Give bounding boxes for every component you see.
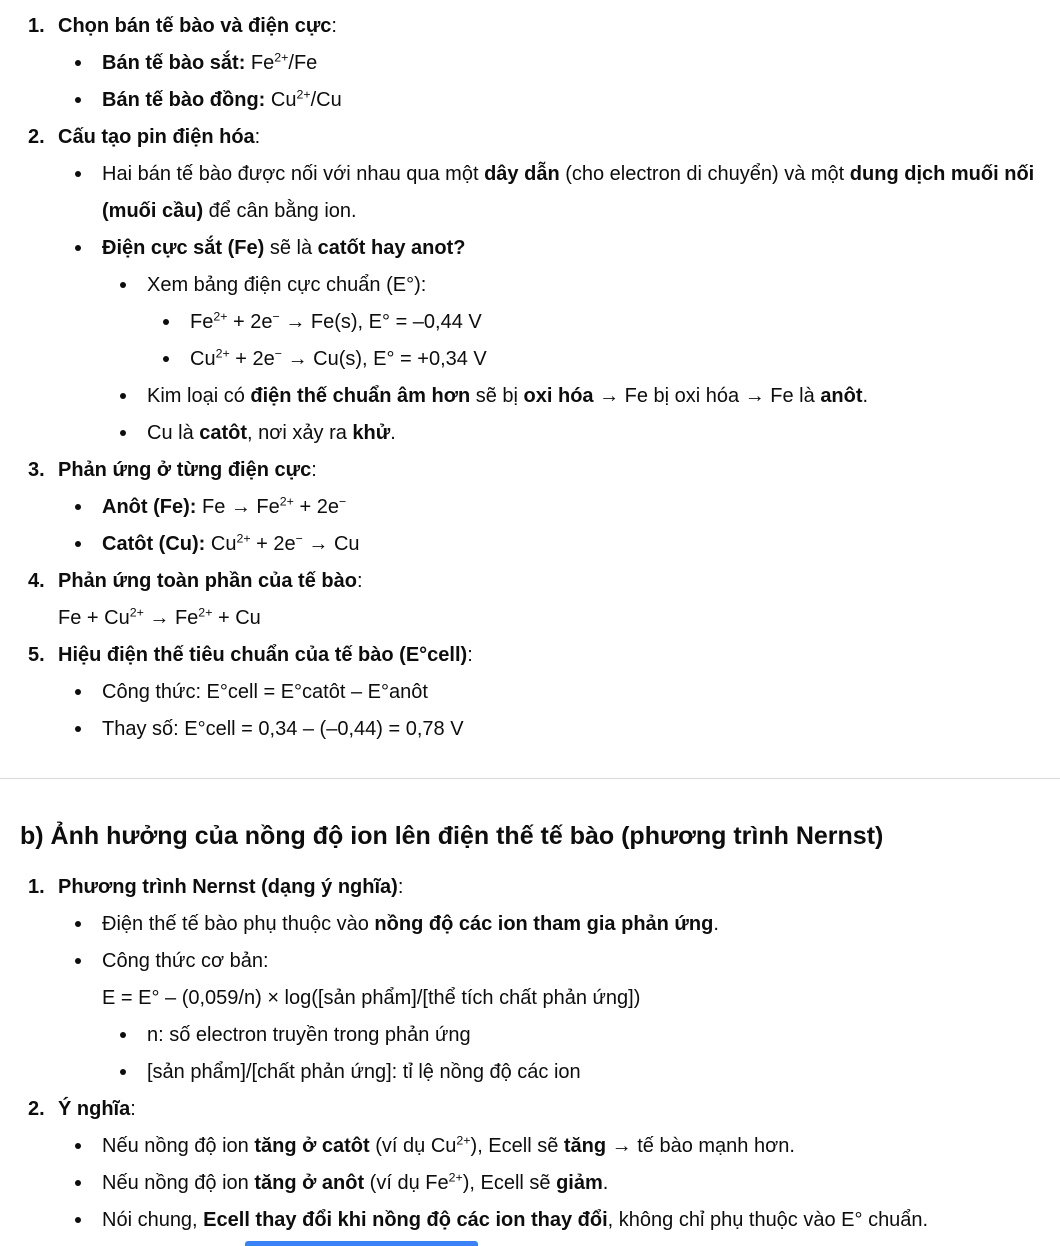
bullet-icon: [75, 45, 102, 66]
item-number: 3.: [28, 459, 45, 481]
list-item: [0, 156, 1060, 230]
text-run: anôt: [820, 385, 863, 407]
list-item: [0, 304, 1060, 341]
text-run: + 2e: [250, 533, 296, 555]
text-content: [102, 156, 1060, 230]
text-run: + Cu: [212, 607, 261, 629]
text-run: Cu: [205, 533, 237, 555]
text-run: điện thế chuẩn âm hơn: [250, 385, 471, 407]
paragraph: [0, 980, 1060, 1017]
list-item: [0, 415, 1060, 452]
text-run: 2+: [129, 605, 144, 620]
paragraph: [0, 600, 1060, 637]
text-run: + 2e: [293, 496, 339, 518]
text-content: [102, 45, 1060, 82]
text-run: Phương trình Nernst (dạng ý nghĩa): [58, 876, 398, 898]
text-run: nồng độ các ion tham gia phản ứng: [374, 913, 714, 935]
text-run: → tế bào mạnh hơn.: [606, 1135, 795, 1157]
text-run: , không chỉ phụ thuộc vào E° chuẩn.: [607, 1209, 929, 1231]
text-run: .: [862, 385, 869, 407]
text-run: Công thức: E°cell = E°catôt – E°anôt: [102, 681, 428, 703]
text-run: oxi hóa: [523, 385, 594, 407]
list-item: [0, 1017, 1060, 1054]
list-item: [0, 1128, 1060, 1165]
bullet-icon: [120, 1054, 147, 1075]
item-number: 1.: [28, 876, 45, 898]
bullet-icon: [75, 156, 102, 177]
text-run: −: [338, 494, 347, 509]
text-run: Catôt (Cu):: [102, 533, 206, 555]
bullet-dot: [75, 689, 81, 695]
text-run: 2+: [213, 309, 228, 324]
bullet-icon: [120, 415, 147, 436]
bullet-icon: [163, 341, 190, 362]
list-item: [0, 119, 1060, 156]
text-run: 2+: [279, 494, 294, 509]
text-run: khử: [352, 422, 391, 444]
bullet-icon: [120, 378, 147, 399]
bullet-icon: [75, 82, 102, 103]
text-run: Thay số: E°cell = 0,34 – (–0,44) = 0,78 V: [102, 718, 464, 740]
list-item: [0, 8, 1060, 45]
bullet-icon: [120, 267, 147, 288]
text-run: Fe: [190, 311, 214, 333]
text-content: [147, 1017, 1060, 1054]
list-item: [0, 1165, 1060, 1202]
text-content: [147, 1054, 1060, 1091]
text-run: dung dịch muối nối (muối cầu): [102, 163, 1035, 222]
text-content: [58, 600, 1060, 637]
text-run: sẽ là: [264, 237, 318, 259]
text-content: [102, 489, 1060, 526]
bullet-dot: [75, 60, 81, 66]
text-run: :: [467, 644, 473, 666]
text-run: Cu: [265, 89, 297, 111]
bullet-icon: [75, 711, 102, 732]
bullet-dot: [120, 393, 126, 399]
text-content: [58, 119, 1060, 156]
item-number: 1.: [28, 15, 45, 37]
text-run: Fe: [245, 52, 275, 74]
section-divider: [0, 778, 1060, 779]
text-run: .: [602, 1172, 609, 1194]
bullet-dot: [75, 921, 81, 927]
text-run: [sản phẩm]/[chất phản ứng]: tỉ lệ nồng độ các ion: [147, 1061, 581, 1083]
text-content: [58, 637, 1060, 674]
text-run: Bán tế bào sắt:: [102, 52, 246, 74]
text-run: + 2e: [227, 311, 273, 333]
bullet-dot: [120, 1069, 126, 1075]
bullet-dot: [75, 958, 81, 964]
bullet-dot: [120, 1032, 126, 1038]
text-run: → Cu: [302, 533, 360, 555]
bullet-dot: [75, 1217, 81, 1223]
text-run: 2+: [456, 1133, 471, 1148]
text-run: 2+: [448, 1170, 463, 1185]
text-run: :: [397, 876, 404, 898]
text-content: [58, 869, 1060, 906]
bullet-dot: [75, 245, 81, 251]
list-item: [0, 230, 1060, 267]
bullet-icon: [163, 304, 190, 325]
bullet-dot: [75, 504, 81, 510]
text-content: [58, 563, 1060, 600]
text-run: Cấu tạo pin điện hóa: [58, 126, 255, 148]
bullet-icon: [75, 906, 102, 927]
text-run: ), Ecell sẽ: [470, 1135, 564, 1157]
text-run: + 2e: [229, 348, 275, 370]
text-content: [102, 1165, 1060, 1202]
text-content: [102, 943, 1060, 980]
text-content: [102, 526, 1060, 563]
bullet-icon: [75, 943, 102, 964]
bullet-dot: [163, 356, 169, 362]
text-content: [102, 1128, 1060, 1165]
list-item: [0, 563, 1060, 600]
list-item: [0, 82, 1060, 119]
bullet-dot: [75, 541, 81, 547]
bullet-dot: [120, 282, 126, 288]
text-content: [147, 415, 1060, 452]
text-run: để cân bằng ion.: [203, 200, 357, 222]
text-run: −: [295, 531, 303, 546]
text-run: → Cu(s), E° = +0,34 V: [282, 348, 487, 370]
bullet-dot: [163, 319, 169, 325]
text-run: E = E° – (0,059/n) × log([sản phẩm]/[thể tích chất phản ứng]): [102, 987, 641, 1009]
list-item: [0, 452, 1060, 489]
text-content: [102, 906, 1060, 943]
text-run: → Fe bị oxi hóa → Fe là: [593, 385, 821, 407]
text-content: [102, 674, 1060, 711]
text-content: [102, 711, 1060, 748]
text-run: Công thức cơ bản:: [102, 950, 269, 972]
bullet-dot: [120, 430, 126, 436]
text-content: [102, 230, 1060, 267]
text-content: [102, 980, 1060, 1017]
text-run: (ví dụ Cu: [369, 1135, 457, 1157]
section-heading: [0, 813, 1060, 859]
text-run: catôt: [199, 422, 248, 444]
text-run: Anôt (Fe):: [102, 496, 197, 518]
item-number: 4.: [28, 570, 45, 592]
text-run: .: [390, 422, 396, 444]
bullet-icon: [75, 526, 102, 547]
item-number: 5.: [28, 644, 45, 666]
list-item: [0, 906, 1060, 943]
text-run: 2+: [215, 346, 230, 361]
text-run: Phản ứng ở từng điện cực: [58, 459, 312, 481]
text-run: 2+: [198, 605, 213, 620]
text-run: Ecell thay đổi khi nồng độ các ion thay đổi: [203, 1209, 608, 1231]
text-run: Cu là: [147, 422, 200, 444]
list-item: [0, 45, 1060, 82]
list-item: [0, 674, 1060, 711]
text-run: 2+: [296, 87, 311, 102]
text-run: , nơi xảy ra: [247, 422, 353, 444]
text-content: [58, 452, 1060, 489]
text-content: [58, 1091, 1060, 1128]
text-run: .: [713, 913, 719, 935]
text-run: Hai bán tế bào được nối với nhau qua một: [102, 163, 485, 185]
text-content: [102, 1202, 1060, 1239]
text-run: Fe → Fe: [196, 496, 280, 518]
text-run: tăng: [563, 1135, 607, 1157]
text-run: :: [311, 459, 317, 481]
bullet-icon: [120, 1017, 147, 1038]
text-run: ), Ecell sẽ: [462, 1172, 557, 1194]
text-content: [58, 8, 1060, 45]
text-run: 2+: [236, 531, 251, 546]
list-item: [0, 711, 1060, 748]
list-item: [0, 489, 1060, 526]
text-run: sẽ bị: [470, 385, 524, 407]
text-run: −: [274, 346, 283, 361]
text-run: Điện cực sắt (Fe): [102, 237, 265, 259]
bullet-dot: [75, 97, 81, 103]
text-content: [147, 267, 1060, 304]
bullet-dot: [75, 1180, 81, 1186]
bullet-dot: [75, 1143, 81, 1149]
list-item: [0, 637, 1060, 674]
text-run: Fe + Cu: [58, 607, 130, 629]
text-content: [190, 341, 1060, 378]
text-run: Nếu nồng độ ion: [102, 1135, 255, 1157]
list-item: [0, 943, 1060, 980]
text-run: catốt hay anot?: [317, 237, 466, 259]
text-run: :: [254, 126, 261, 148]
text-run: → Fe: [143, 607, 199, 629]
text-content: [147, 378, 1060, 415]
text-run: Bán tế bào đồng:: [102, 89, 266, 111]
text-run: −: [272, 309, 280, 324]
text-content: [190, 304, 1060, 341]
text-content: [102, 82, 1060, 119]
list-item: [0, 526, 1060, 563]
text-run: (ví dụ Fe: [364, 1172, 449, 1194]
text-run: Nếu nồng độ ion: [102, 1172, 255, 1194]
bullet-dot: [75, 171, 81, 177]
text-run: Kim loại có: [147, 385, 251, 407]
text-run: dây dẫn: [484, 163, 560, 185]
list-item: [0, 1091, 1060, 1128]
text-run: Cu: [190, 348, 216, 370]
text-run: :: [331, 15, 337, 37]
list-item: [0, 869, 1060, 906]
list-item: [0, 267, 1060, 304]
bullet-icon: [75, 489, 102, 510]
item-number: 2.: [28, 1098, 45, 1120]
text-run: b) Ảnh hưởng của nồng độ ion lên điện thế tế bào (phương trình Nernst): [20, 822, 884, 850]
text-run: → Fe(s), E° = –0,44 V: [279, 311, 482, 333]
list-item: [0, 341, 1060, 378]
text-run: n: số electron truyền trong phản ứng: [147, 1024, 471, 1046]
bullet-icon: [75, 674, 102, 695]
list-item: [0, 378, 1060, 415]
text-run: (cho electron di chuyển) và một: [559, 163, 850, 185]
bullet-icon: [75, 1165, 102, 1186]
text-run: :: [356, 570, 363, 592]
text-run: tăng ở catôt: [254, 1135, 370, 1157]
text-run: /Fe: [288, 52, 318, 74]
bullet-icon: [75, 1202, 102, 1223]
text-run: Ý nghĩa: [58, 1098, 131, 1120]
text-run: Chọn bán tế bào và điện cực: [58, 15, 332, 37]
item-number: 2.: [28, 126, 45, 148]
bullet-icon: [75, 1128, 102, 1149]
bullet-dot: [75, 726, 81, 732]
text-run: Hiệu điện thế tiêu chuẩn của tế bào (E°cell): [58, 644, 468, 666]
text-run: Điện thế tế bào phụ thuộc vào: [102, 913, 375, 935]
text-run: /Cu: [310, 89, 342, 111]
list-item: [0, 1202, 1060, 1239]
text-run: Xem bảng điện cực chuẩn (E°):: [147, 274, 427, 296]
bullet-icon: [75, 230, 102, 251]
text-run: Phản ứng toàn phần của tế bào: [58, 570, 357, 592]
text-run: Nói chung,: [102, 1209, 204, 1231]
partial-blue-element: [245, 1241, 478, 1246]
list-item: [0, 1054, 1060, 1091]
text-run: 2+: [274, 50, 289, 65]
text-run: giảm: [556, 1172, 603, 1194]
text-run: :: [130, 1098, 136, 1120]
text-run: tăng ở anôt: [254, 1172, 365, 1194]
